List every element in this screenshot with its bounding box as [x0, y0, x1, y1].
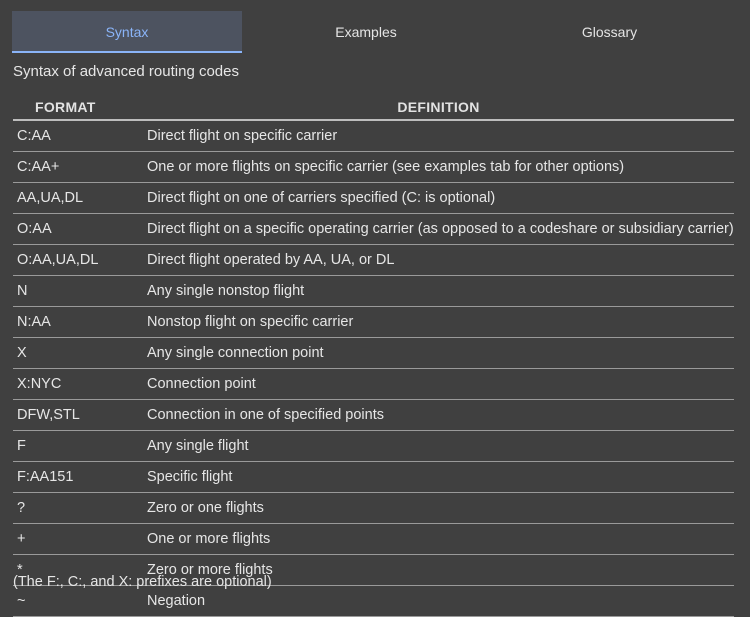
format-cell: F:AA151	[13, 462, 143, 493]
routing-codes-table	[13, 95, 734, 617]
table-row	[13, 245, 734, 276]
definition-cell: One or more flights on specific carrier (see examples tab for other options)	[143, 152, 734, 183]
table-row	[13, 276, 734, 307]
definition-cell: Zero or more flights	[143, 555, 734, 586]
definition-cell: Direct flight operated by AA, UA, or DL	[143, 245, 734, 276]
definition-cell: Connection in one of specified points	[143, 400, 734, 431]
format-cell: X:NYC	[13, 369, 143, 400]
definition-cell: Specific flight	[143, 462, 734, 493]
definition-cell: Direct flight on a specific operating carrier (as opposed to a codeshare or subsidiary carrier)	[143, 214, 734, 245]
format-cell: C:AA	[13, 120, 143, 152]
format-cell: X	[13, 338, 143, 369]
table-row	[13, 307, 734, 338]
table-row	[13, 338, 734, 369]
page-subtitle: Syntax of advanced routing codes	[13, 63, 239, 80]
tab-examples[interactable]: Examples	[335, 24, 397, 40]
definition-cell: Nonstop flight on specific carrier	[143, 307, 734, 338]
table-row	[13, 183, 734, 214]
definition-cell: Connection point	[143, 369, 734, 400]
table-row	[13, 400, 734, 431]
table-row	[13, 431, 734, 462]
format-cell: N	[13, 276, 143, 307]
definition-cell: Any single flight	[143, 431, 734, 462]
tab-syntax[interactable]: Syntax	[12, 11, 242, 53]
table-row	[13, 524, 734, 555]
table-row	[13, 493, 734, 524]
column-header-definition: DEFINITION	[143, 95, 734, 120]
footnote: (The F:, C:, and X: prefixes are optional)	[13, 574, 272, 590]
table-row	[13, 120, 734, 152]
definition-cell: Direct flight on specific carrier	[143, 120, 734, 152]
format-cell: C:AA+	[13, 152, 143, 183]
format-cell: *	[13, 555, 143, 586]
definition-cell: One or more flights	[143, 524, 734, 555]
table-row	[13, 462, 734, 493]
column-header-format: FORMAT	[13, 95, 143, 120]
format-cell: DFW,STL	[13, 400, 143, 431]
table-row	[13, 586, 734, 617]
format-cell: AA,UA,DL	[13, 183, 143, 214]
format-cell: N:AA	[13, 307, 143, 338]
format-cell: F	[13, 431, 143, 462]
tab-bar	[12, 11, 738, 53]
definition-cell: Zero or one flights	[143, 493, 734, 524]
format-cell: O:AA,UA,DL	[13, 245, 143, 276]
definition-cell: Negation	[143, 586, 734, 617]
format-cell: O:AA	[13, 214, 143, 245]
table-row	[13, 369, 734, 400]
format-cell: ?	[13, 493, 143, 524]
table-row	[13, 152, 734, 183]
tab-glossary[interactable]: Glossary	[581, 24, 638, 40]
table-row	[13, 214, 734, 245]
definition-cell: Any single connection point	[143, 338, 734, 369]
table-header-row	[13, 95, 734, 120]
format-cell: +	[13, 524, 143, 555]
format-cell: ~	[13, 586, 143, 617]
definition-cell: Any single nonstop flight	[143, 276, 734, 307]
definition-cell: Direct flight on one of carriers specified (C: is optional)	[143, 183, 734, 214]
